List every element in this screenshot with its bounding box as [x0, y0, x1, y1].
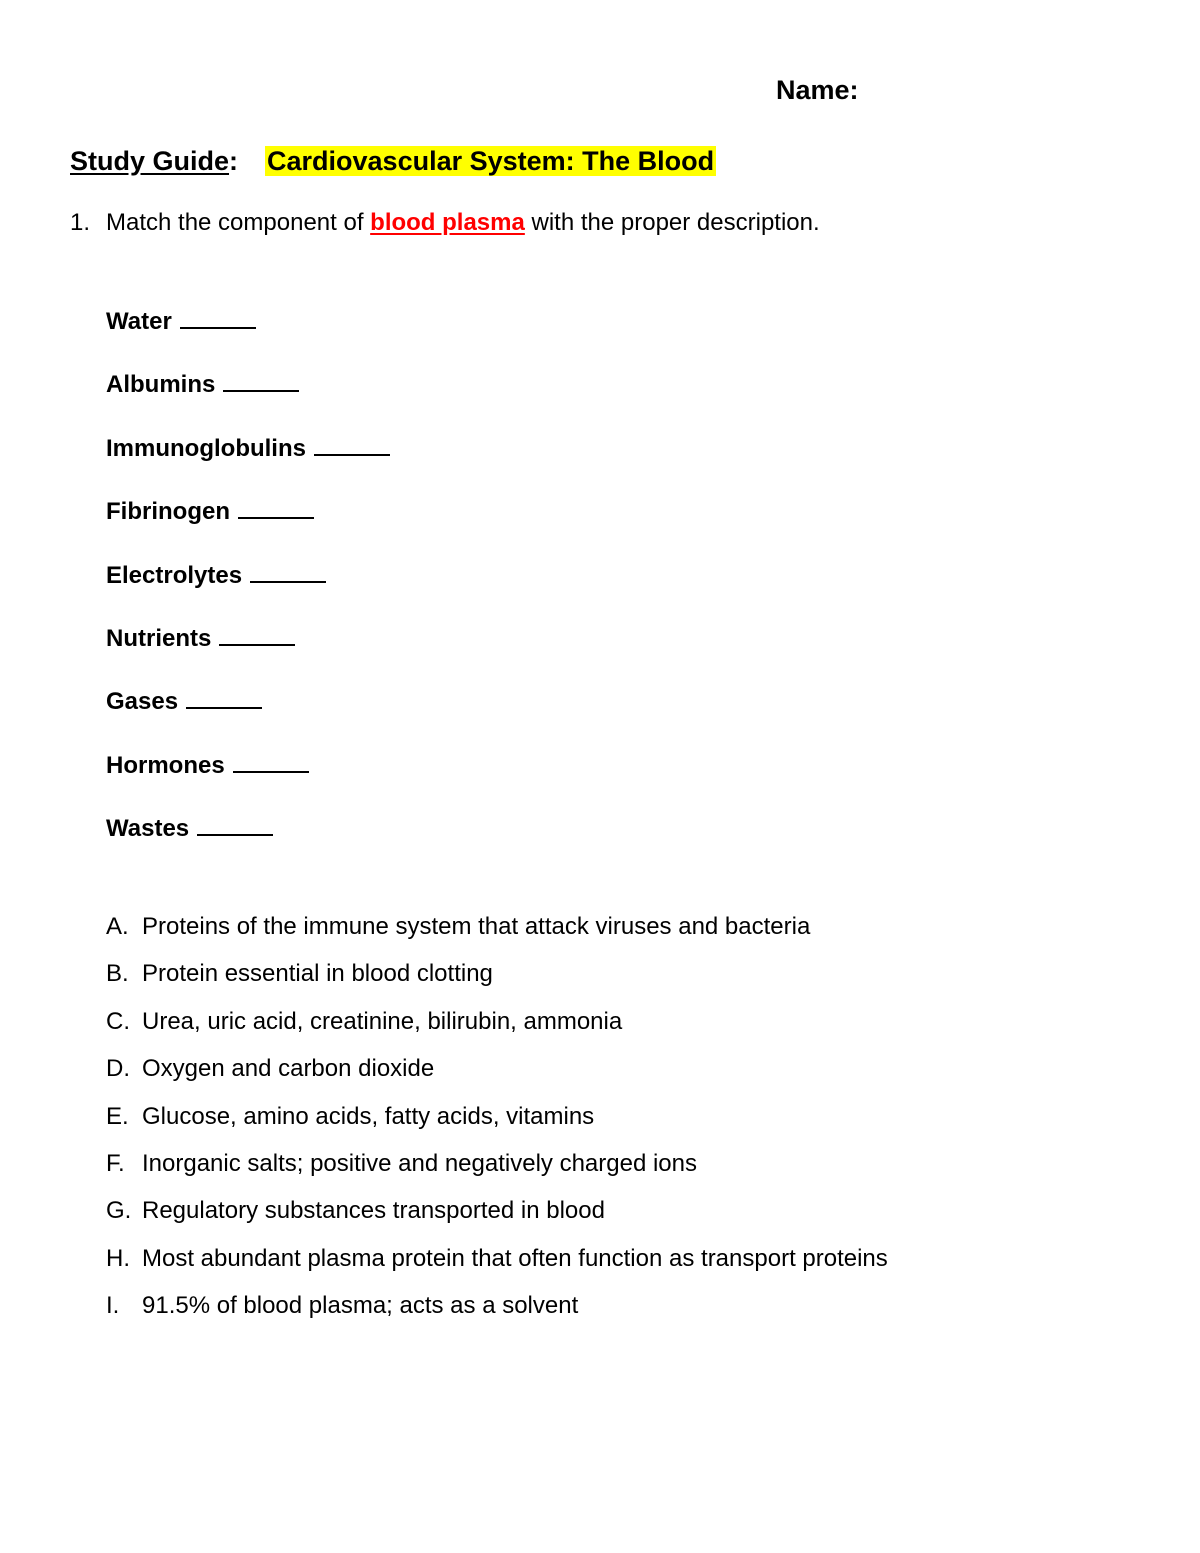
description-text: Inorganic salts; positive and negatively charged ions	[142, 1149, 697, 1177]
answer-blank[interactable]	[238, 497, 314, 519]
description-item	[106, 1196, 888, 1243]
component-label: Gases	[106, 688, 179, 716]
component-label: Albumins	[106, 371, 216, 399]
description-item	[106, 959, 888, 1006]
component-label: Nutrients	[106, 624, 212, 652]
component-label: Wastes	[106, 815, 190, 843]
question-keyword: blood plasma	[370, 209, 525, 236]
component-item	[106, 307, 390, 370]
question-1	[70, 208, 820, 238]
component-item	[106, 497, 390, 560]
description-item	[106, 1102, 888, 1149]
description-item	[106, 912, 888, 959]
component-label: Water	[106, 308, 172, 335]
description-text: Urea, uric acid, creatinine, bilirubin, ammonia	[142, 1007, 623, 1035]
description-list	[106, 912, 888, 1339]
component-item	[106, 434, 390, 497]
answer-blank[interactable]	[233, 751, 309, 773]
question-text-after: with the proper description.	[524, 209, 820, 236]
page-title	[70, 144, 716, 178]
question-text-before: Match the component of	[106, 209, 371, 236]
component-item	[106, 561, 390, 624]
description-item	[106, 1244, 888, 1291]
description-text: 91.5% of blood plasma; acts as a solvent	[142, 1292, 579, 1320]
title-colon: :	[229, 146, 239, 176]
description-letter: G.	[106, 1197, 132, 1225]
description-text: Regulatory substances transported in blood	[142, 1197, 605, 1225]
description-letter: E.	[106, 1102, 129, 1130]
description-item	[106, 1291, 888, 1338]
component-item	[106, 814, 390, 877]
answer-blank[interactable]	[197, 814, 273, 836]
answer-blank[interactable]	[186, 687, 262, 709]
description-letter: B.	[106, 960, 129, 988]
description-item	[106, 1149, 888, 1196]
question-number: 1.	[70, 209, 91, 236]
title-topic: Cardiovascular System: The Blood	[267, 146, 715, 176]
answer-blank[interactable]	[223, 370, 299, 392]
component-label: Hormones	[106, 751, 225, 779]
component-label: Fibrinogen	[106, 498, 230, 526]
component-item	[106, 687, 390, 750]
description-letter: I.	[106, 1292, 120, 1320]
description-text: Glucose, amino acids, fatty acids, vitamins	[142, 1102, 595, 1130]
description-letter: H.	[106, 1244, 130, 1272]
description-letter: A.	[106, 913, 129, 940]
description-text: Protein essential in blood clotting	[142, 960, 493, 988]
component-list	[106, 307, 390, 878]
answer-blank[interactable]	[219, 624, 295, 646]
description-text: Proteins of the immune system that attack viruses and bacteria	[142, 913, 811, 940]
component-item	[106, 751, 390, 814]
description-item	[106, 1007, 888, 1054]
component-item	[106, 370, 390, 433]
description-text: Oxygen and carbon dioxide	[142, 1055, 435, 1083]
description-letter: F.	[106, 1149, 125, 1177]
answer-blank[interactable]	[250, 561, 326, 583]
answer-blank[interactable]	[180, 307, 256, 329]
description-text: Most abundant plasma protein that often function as transport proteins	[142, 1244, 888, 1272]
description-letter: C.	[106, 1007, 130, 1035]
name-label: Name:	[776, 75, 859, 105]
answer-blank[interactable]	[314, 434, 390, 456]
description-letter: D.	[106, 1055, 130, 1083]
component-label: Electrolytes	[106, 561, 243, 589]
component-label: Immunoglobulins	[106, 434, 306, 462]
component-item	[106, 624, 390, 687]
description-item	[106, 1054, 888, 1101]
title-label: Study Guide	[70, 146, 230, 176]
